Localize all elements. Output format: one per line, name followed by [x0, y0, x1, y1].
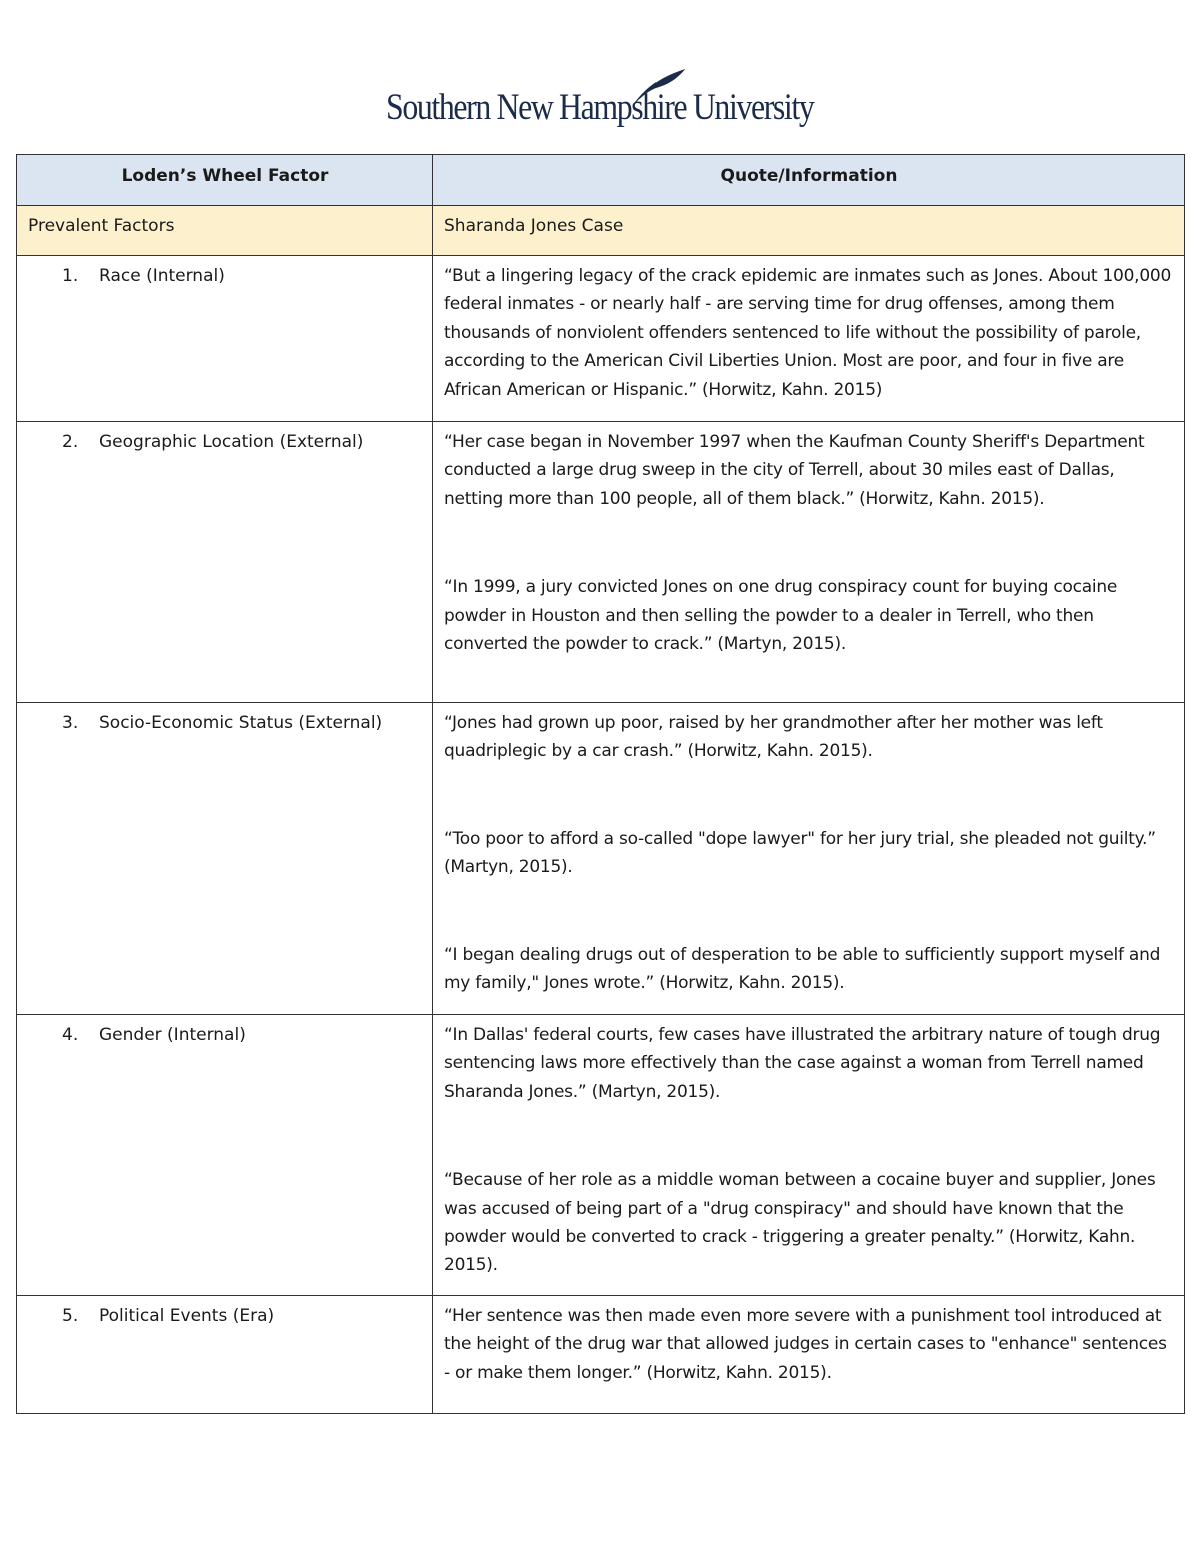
quote-text: “In 1999, a jury convicted Jones on one drug conspiracy count for buying cocaine powder in Houston and then selling the powder to a dealer in Terrell, who then converted the powder to crack.” (Martyn, 2015). — [444, 577, 1118, 655]
quote-cell — [433, 1296, 1185, 1414]
lodens-wheel-table — [16, 154, 1185, 1414]
factor-label: Geographic Location (External) — [99, 432, 364, 452]
subheader-case-name: Sharanda Jones Case — [433, 206, 1185, 256]
table-subheader-row — [17, 206, 1185, 256]
feather-icon — [626, 64, 690, 108]
table-header-row — [17, 155, 1185, 206]
factor-label: Socio-Economic Status (External) — [99, 713, 383, 733]
factor-label: Gender (Internal) — [99, 1025, 246, 1045]
factor-number: 1. — [62, 266, 79, 286]
factor-number: 4. — [62, 1025, 79, 1045]
table-row — [17, 256, 1185, 422]
factor-cell — [17, 703, 433, 1015]
quote-cell — [433, 703, 1185, 1015]
quote-cell — [433, 422, 1185, 703]
university-logo — [386, 68, 816, 138]
factor-number: 2. — [62, 432, 79, 452]
quote-text: “Her case began in November 1997 when the Kaufman County Sheriff's Department conducted a large drug sweep in the city of Terrell, about 30 miles east of Dallas, netting more than 100 people, all of them black.” (Horwitz, Kahn. 2015). — [444, 432, 1145, 509]
factor-cell — [17, 422, 433, 703]
factor-number: 5. — [62, 1306, 79, 1326]
subheader-prevalent-factors: Prevalent Factors — [17, 206, 433, 256]
table-row — [17, 703, 1185, 1015]
quote-text: “In Dallas' federal courts, few cases have illustrated the arbitrary nature of tough drug sentencing laws more effectively than the case against a woman from Terrell named Sharanda Jones.” (Martyn, 2015). — [444, 1025, 1161, 1102]
quote-text: “I began dealing drugs out of desperation to be able to sufficiently support myself and my family," Jones wrote.” (Horwitz, Kahn. 2015). — [444, 944, 1161, 994]
column-header-quote: Quote/Information — [433, 155, 1185, 206]
factor-cell — [17, 1015, 433, 1296]
table-row — [17, 1015, 1185, 1296]
quote-text: “But a lingering legacy of the crack epidemic are inmates such as Jones. About 100,000 federal inmates - or nearly half - are serving time for drug offenses, among them thousands of nonviolent offenders sentenced to life without the possibility of parole, according to the American Civil Liberties Union. Most are poor, and four in five are African American or Hispanic.” (Horwitz, Kahn. 2015) — [444, 266, 1172, 400]
factor-number: 3. — [62, 713, 79, 733]
factor-cell — [17, 1296, 433, 1414]
factor-label: Race (Internal) — [99, 266, 225, 286]
table-row — [17, 422, 1185, 703]
factor-label: Political Events (Era) — [99, 1306, 275, 1326]
quote-cell — [433, 256, 1185, 422]
quote-text: “Jones had grown up poor, raised by her grandmother after her mother was left quadriplegic by a car crash.” (Horwitz, Kahn. 2015). — [444, 713, 1103, 762]
factor-cell — [17, 256, 433, 422]
quote-text: “Her sentence was then made even more severe with a punishment tool introduced at the height of the drug war that allowed judges in certain cases to "enhance" sentences - or make them longer.” (Horwitz, Kahn. 2015). — [444, 1306, 1167, 1383]
quote-cell — [433, 1015, 1185, 1296]
column-header-factor: Loden’s Wheel Factor — [17, 155, 433, 206]
quote-text: “Too poor to afford a so-called "dope lawyer" for her jury trial, she pleaded not guilty.” (Martyn, 2015). — [444, 828, 1156, 878]
quote-text: “Because of her role as a middle woman between a cocaine buyer and supplier, Jones was accused of being part of a "drug conspiracy" and should have known that the powder would be converted to crack - triggering a greater penalty.” (Horwitz, Kahn. 2015). — [444, 1170, 1156, 1276]
logo-wordmark: Southern New Hampshire University — [386, 87, 814, 128]
table-row — [17, 1296, 1185, 1414]
